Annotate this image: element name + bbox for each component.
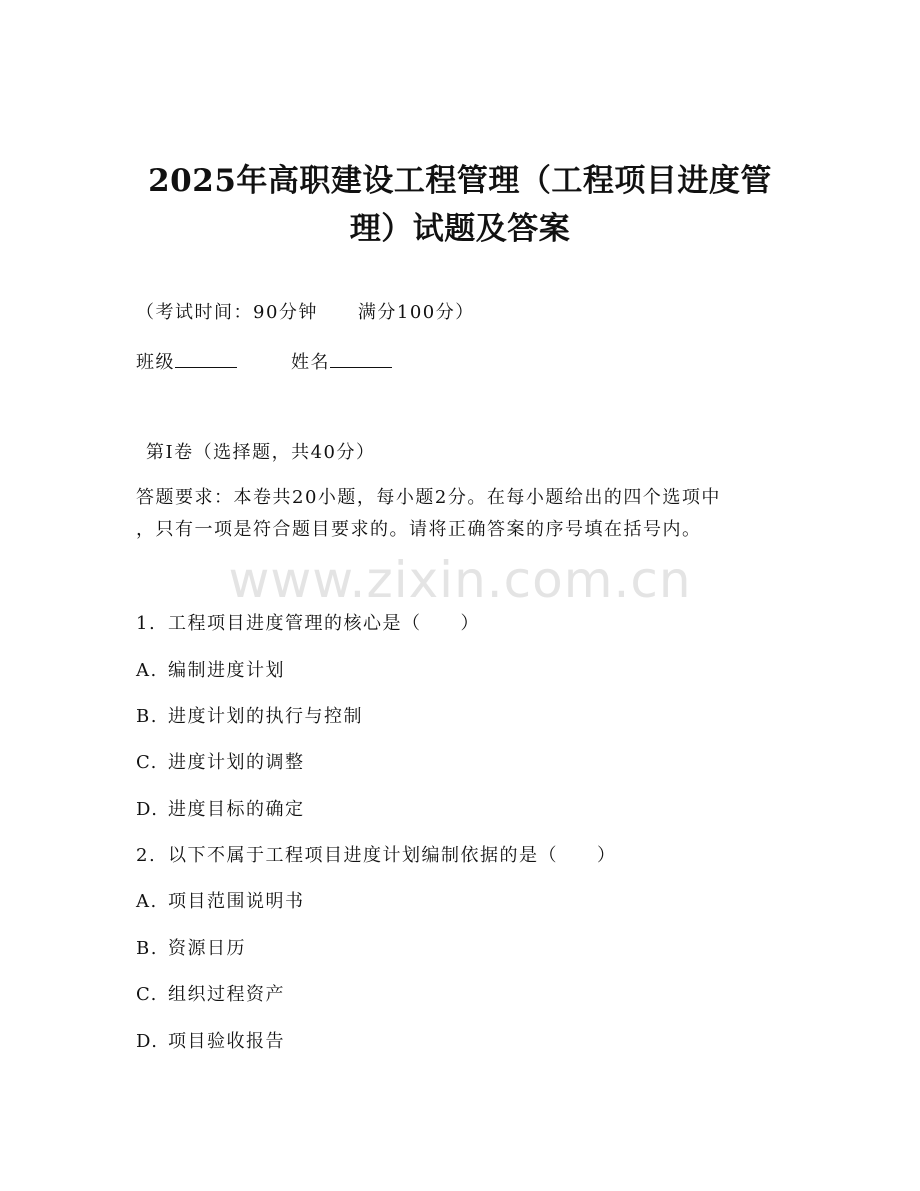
option-text: 进度计划的调整 bbox=[168, 752, 305, 773]
option-letter: C. bbox=[136, 984, 158, 1005]
question-1 bbox=[136, 611, 480, 637]
watermark: www.zixin.com.cn bbox=[228, 551, 692, 609]
option-text: 编制进度计划 bbox=[168, 660, 285, 681]
document-title-line-2: 理）试题及答案 bbox=[349, 211, 571, 247]
question-2-option-b bbox=[136, 936, 246, 962]
class-blank bbox=[175, 349, 237, 368]
option-text: 资源日历 bbox=[168, 938, 246, 959]
question-1-option-a bbox=[136, 658, 285, 684]
name-label: 姓名 bbox=[291, 352, 330, 373]
full-score: 满分100分） bbox=[357, 302, 475, 323]
option-letter: D. bbox=[136, 799, 159, 820]
question-2-option-d bbox=[136, 1029, 285, 1055]
option-letter: D. bbox=[136, 1031, 159, 1052]
option-text: 项目验收报告 bbox=[168, 1031, 285, 1052]
question-2 bbox=[136, 843, 617, 869]
document-title-line-1: 2025年高职建设工程管理（工程项目进度管 bbox=[148, 163, 772, 199]
student-info bbox=[136, 349, 392, 376]
question-number: 2. bbox=[136, 845, 157, 866]
instructions-line-1: 答题要求：本卷共20小题，每小题2分。在每小题给出的四个选项中 bbox=[136, 487, 721, 508]
section-title: 第Ⅰ卷（选择题，共40分） bbox=[146, 442, 376, 463]
name-blank bbox=[330, 349, 392, 368]
instructions-line-2: ，只有一项是符合题目要求的。请将正确答案的序号填在括号内。 bbox=[136, 519, 702, 540]
question-2-option-c bbox=[136, 982, 285, 1008]
option-letter: B. bbox=[136, 706, 158, 727]
option-text: 组织过程资产 bbox=[168, 984, 285, 1005]
option-letter: A. bbox=[136, 891, 158, 912]
question-text: 工程项目进度管理的核心是（ ） bbox=[168, 613, 480, 634]
question-text: 以下不属于工程项目进度计划编制依据的是（ ） bbox=[168, 845, 617, 866]
exam-time: （考试时间：90分钟 bbox=[136, 302, 318, 323]
option-text: 项目范围说明书 bbox=[168, 891, 305, 912]
question-2-option-a bbox=[136, 889, 305, 915]
question-1-option-b bbox=[136, 704, 363, 730]
option-text: 进度目标的确定 bbox=[168, 799, 305, 820]
exam-info bbox=[136, 300, 475, 326]
question-1-option-d bbox=[136, 797, 305, 823]
option-letter: C. bbox=[136, 752, 158, 773]
option-letter: B. bbox=[136, 938, 158, 959]
option-text: 进度计划的执行与控制 bbox=[168, 706, 363, 727]
question-number: 1. bbox=[136, 613, 157, 634]
option-letter: A. bbox=[136, 660, 158, 681]
question-1-option-c bbox=[136, 750, 305, 776]
class-label: 班级 bbox=[136, 352, 175, 373]
